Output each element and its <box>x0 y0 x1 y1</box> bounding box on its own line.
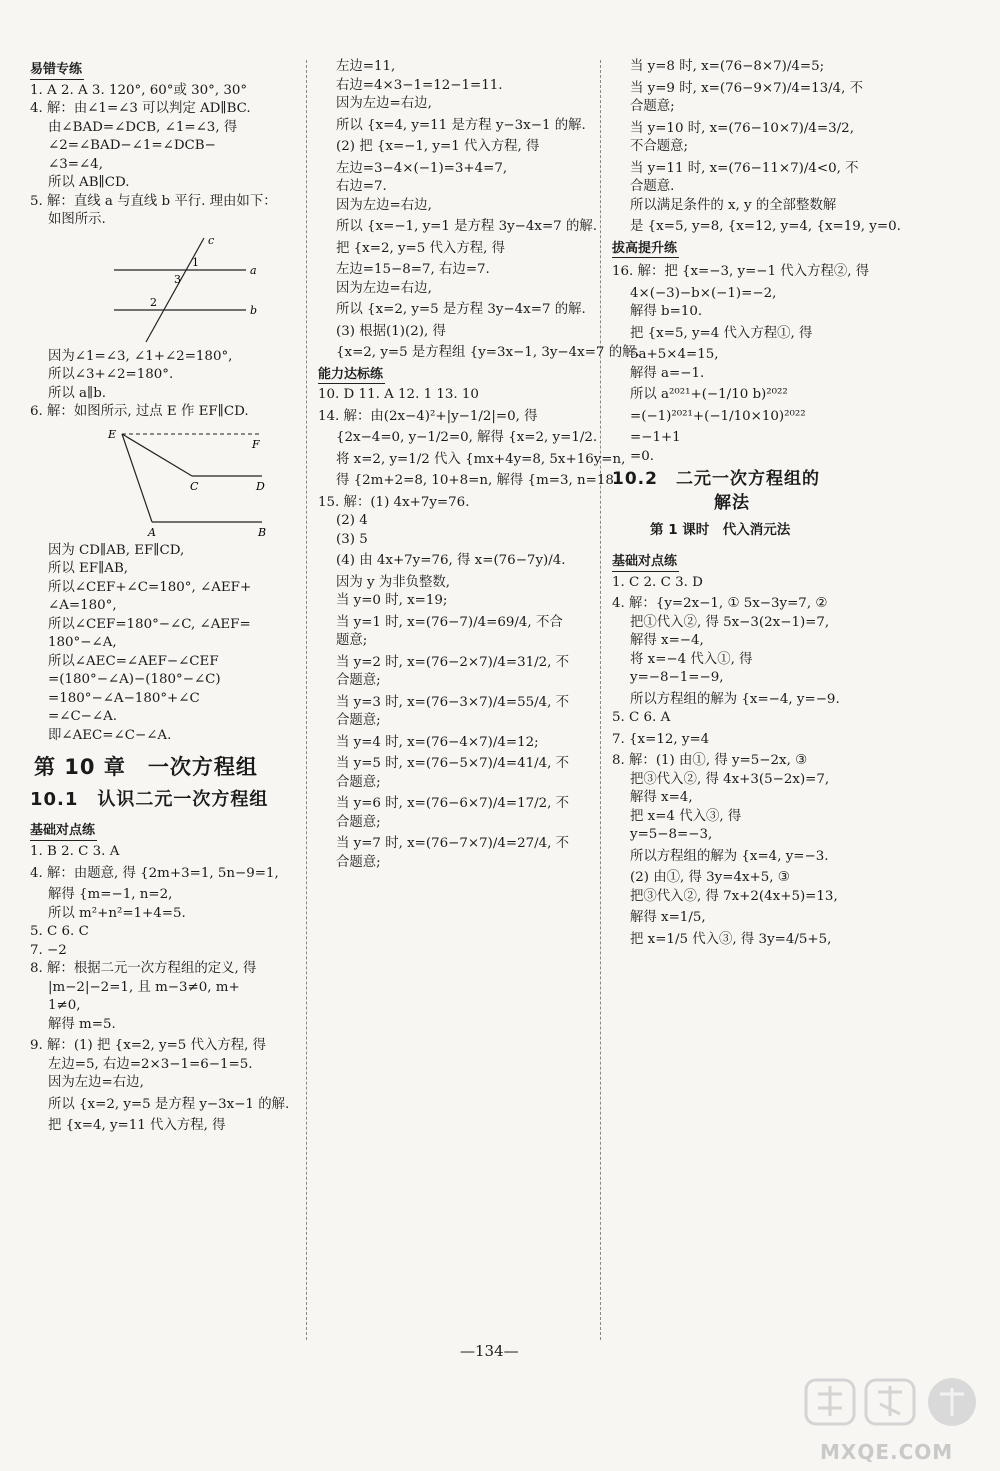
text-line: 把 x=1/5 代入③, 得 3y=4/5+5, <box>630 931 832 947</box>
text-line: 5. 解：直线 a 与直线 b 平行. 理由如下： <box>30 193 277 209</box>
text-line: 把 x=4 代入③, 得 <box>630 808 742 824</box>
text-line: =−1+1 <box>630 430 681 446</box>
text-line: 所以 a²⁰²¹+(−1/10 b)²⁰²² <box>630 387 788 403</box>
text-line: 解得 m=5. <box>48 1016 116 1032</box>
text-line: 15. 解：(1) 4x+7y=76. <box>318 494 470 510</box>
text-line: 解得 a=−1. <box>630 365 705 381</box>
text-line: =0. <box>630 448 654 464</box>
text-line: y=5−8=−3, <box>630 827 713 843</box>
text-line: 所以∠AEC=∠AEF−∠CEF <box>48 653 219 669</box>
text-line: ∠2=∠BAD−∠1=∠DCB− <box>48 138 216 154</box>
text-line: 当 y=0 时, x=19; <box>336 593 448 609</box>
text-line: 解得 x=1/5, <box>630 910 706 926</box>
text-line: 5. C 6. A <box>612 710 671 726</box>
fig1-label: b <box>250 303 258 317</box>
text-line: 当 y=10 时, x=(76−10×7)/4=3/2, <box>630 120 854 136</box>
text-line: 5a+5×4=15, <box>630 347 719 363</box>
text-line: 将 x=−4 代入①, 得 <box>630 651 753 667</box>
angle-figure <box>72 426 272 538</box>
column-left <box>30 58 292 1136</box>
lesson-title: 第 1 课时 代入消元法 <box>650 522 791 539</box>
text-line: 把③代入②, 得 7x+2(4x+5)=13, <box>630 888 838 904</box>
text-line: 合题意; <box>336 854 381 870</box>
text-line: 因为左边=右边, <box>336 197 432 213</box>
fig1-label: 1 <box>192 255 199 269</box>
text-line: 当 y=9 时, x=(76−9×7)/4=13/4, 不 <box>630 80 864 96</box>
text-line: 5. C 6. C <box>30 924 89 940</box>
text-line: 1. B 2. C 3. A <box>30 844 120 860</box>
text-line: 当 y=7 时, x=(76−7×7)/4=27/4, 不 <box>336 836 570 852</box>
text-line: 把 {x=5, y=4 代入方程①, 得 <box>630 325 813 341</box>
fig2-label: D <box>256 479 265 493</box>
text-line: 因为左边=右边, <box>336 96 432 111</box>
text-line: 所以∠CEF+∠C=180°, ∠AEF+ <box>48 579 252 595</box>
text-line: 当 y=1 时, x=(76−7)/4=69/4, 不合 <box>336 614 563 630</box>
text-line: 所以 {x=2, y=5 是方程 3y−4x=7 的解. <box>336 302 586 317</box>
text-line: 所以 EF∥AB, <box>48 561 129 577</box>
text-line: y=−8−1=−9, <box>630 670 724 686</box>
watermark-text: MXQE.COM <box>820 1440 954 1464</box>
text-line: 当 y=5 时, x=(76−5×7)/4=41/4, 不 <box>336 756 570 772</box>
fig1-label: a <box>250 263 257 277</box>
section-heading-basic-2: 基础对点练 <box>612 553 679 572</box>
section-title-2a: 10.2 二元一次方程组的 <box>612 469 820 490</box>
text-line: 把①代入②, 得 5x−3(2x−1)=7, <box>630 614 830 630</box>
text-line: 1. A 2. A 3. 120°, 60°或 30°, 30° <box>30 82 248 98</box>
fig2-label: B <box>258 525 267 539</box>
text-line: =(180°−∠A)−(180°−∠C) <box>48 672 221 688</box>
text-line: 所以 AB∥CD. <box>48 175 130 191</box>
text-line: 合题意; <box>630 99 675 114</box>
text-line: 所以 a∥b. <box>48 385 107 401</box>
text-line: =(−1)²⁰²¹+(−1/10×10)²⁰²² <box>630 408 806 424</box>
text-line: 所以 m²+n²=1+4=5. <box>48 905 186 921</box>
text-line: (2) 由①, 得 3y=4x+5, ③ <box>630 870 790 886</box>
text-line: 解得 {m=−1, n=2, <box>48 887 173 903</box>
fig2-label: C <box>190 479 199 493</box>
text-line: 如图所示. <box>48 212 106 228</box>
section-heading-ability: 能力达标练 <box>318 366 385 385</box>
text-line: 因为 y 为非负整数, <box>336 574 451 590</box>
text-line: 1≠0, <box>48 998 81 1014</box>
text-line: 所以 {x=−1, y=1 是方程 3y−4x=7 的解. <box>336 219 597 234</box>
text-line: 所以 {x=2, y=5 是方程 y−3x−1 的解. <box>48 1096 290 1112</box>
section-title: 10.1 认识二元一次方程组 <box>30 789 269 811</box>
section-heading-error: 易错专练 <box>30 61 84 80</box>
section-title-2b: 解法 <box>714 492 750 513</box>
section-heading-advance: 拔高提升练 <box>612 240 679 259</box>
fig2-label: A <box>148 525 156 539</box>
text-line: (3) 5 <box>336 531 368 547</box>
fig1-label: 2 <box>150 295 157 309</box>
text-line: 左边=3−4×(−1)=3+4=7, <box>336 160 508 176</box>
section-heading-basic: 基础对点练 <box>30 822 97 841</box>
text-line: {2x−4=0, y−1/2=0, 解得 {x=2, y=1/2. <box>336 430 598 446</box>
text-line: =∠C−∠A. <box>48 709 118 725</box>
fig1-label: 3 <box>174 272 181 286</box>
text-line: 所以方程组的解为 {x=−4, y=−9. <box>630 691 840 707</box>
text-line: {x=2, y=5 是方程组 {y=3x−1, 3y−4x=7 的解. <box>336 345 640 360</box>
text-line: 所以方程组的解为 {x=4, y=−3. <box>630 848 829 864</box>
text-line: 由∠BAD=∠DCB, ∠1=∠3, 得 <box>48 119 238 135</box>
text-line: 合题意; <box>336 673 381 689</box>
text-line: 把 {x=4, y=11 代入方程, 得 <box>48 1118 226 1134</box>
column-middle <box>318 58 640 872</box>
text-line: 9. 解：(1) 把 {x=2, y=5 代入方程, 得 <box>30 1038 267 1054</box>
text-line: 因为∠1=∠3, ∠1+∠2=180°, <box>48 348 233 364</box>
text-line: 所以∠CEF=180°−∠C, ∠AEF= <box>48 616 251 632</box>
fig1-label: c <box>208 233 215 247</box>
text-line: 所以∠3+∠2=180°. <box>48 367 174 383</box>
parallel-lines-figure <box>74 233 258 344</box>
text-line: 不合题意; <box>630 139 689 154</box>
text-line: 当 y=3 时, x=(76−3×7)/4=55/4, 不 <box>336 694 570 710</box>
text-line: 当 y=11 时, x=(76−11×7)/4<0, 不 <box>630 160 859 176</box>
text-line: 合题意; <box>336 774 381 790</box>
text-line: 题意; <box>336 633 368 649</box>
text-line: 4. 解：{y=2x−1, ① 5x−3y=7, ② <box>612 596 828 612</box>
text-line: 右边=4×3−1=12−1=11. <box>336 77 503 93</box>
text-line: 左边=15−8=7, 右边=7. <box>336 262 490 277</box>
text-line: 所以满足条件的 x, y 的全部整数解 <box>630 197 837 213</box>
text-line: |m−2|−2=1, 且 m−3≠0, m+ <box>48 979 240 995</box>
text-line: 6. 解：如图所示, 过点 E 作 EF∥CD. <box>30 404 249 420</box>
column-divider-left <box>306 60 307 1340</box>
text-line: 180°−∠A, <box>48 635 117 651</box>
text-line: 合题意; <box>336 713 381 729</box>
text-line: 8. 解：根据二元一次方程组的定义, 得 <box>30 961 257 977</box>
text-line: 4. 解：由∠1=∠3 可以判定 AD∥BC. <box>30 101 251 117</box>
text-line: 7. {x=12, y=4 <box>612 731 710 747</box>
text-line: 因为左边=右边, <box>336 280 432 296</box>
text-line: ∠A=180°, <box>48 598 117 614</box>
text-line: 合题意. <box>630 179 675 194</box>
text-line: 16. 解：把 {x=−3, y=−1 代入方程②, 得 <box>612 264 870 280</box>
text-line: 8. 解：(1) 由①, 得 y=5−2x, ③ <box>612 753 808 769</box>
fig2-label: E <box>108 427 117 441</box>
text-line: 所以 {x=4, y=11 是方程 y−3x−1 的解. <box>336 117 586 133</box>
text-line: (2) 4 <box>336 513 368 529</box>
text-line: 14. 解：由(2x−4)²+|y−1/2|=0, 得 <box>318 408 538 424</box>
text-line: 左边=11, <box>336 59 396 74</box>
text-line: 解得 x=−4, <box>630 633 704 649</box>
text-line: 左边=5, 右边=2×3−1=6−1=5. <box>48 1056 253 1072</box>
text-line: 当 y=8 时, x=(76−8×7)/4=5; <box>630 59 825 74</box>
text-line: 4. 解：由题意, 得 {2m+3=1, 5n−9=1, <box>30 865 279 881</box>
text-line: (4) 由 4x+7y=76, 得 x=(76−7y)/4. <box>336 553 566 569</box>
chapter-title: 第 10 章 一次方程组 <box>34 755 258 780</box>
text-line: ∠3=∠4, <box>48 156 103 172</box>
text-line: =180°−∠A−180°+∠C <box>48 690 200 706</box>
text-line: 把 {x=2, y=5 代入方程, 得 <box>336 240 505 256</box>
page-number: —134— <box>460 1342 519 1360</box>
text-line: 当 y=2 时, x=(76−2×7)/4=31/2, 不 <box>336 654 570 670</box>
fig2-label: F <box>252 437 260 451</box>
text-line: 合题意; <box>336 814 381 830</box>
text-line: 7. −2 <box>30 942 67 958</box>
text-line: (3) 根据(1)(2), 得 <box>336 323 446 339</box>
text-line: 右边=7. <box>336 179 387 194</box>
text-line: 当 y=4 时, x=(76−4×7)/4=12; <box>336 734 539 750</box>
text-line: (2) 把 {x=−1, y=1 代入方程, 得 <box>336 139 540 154</box>
column-right <box>612 58 901 949</box>
text-line: 4×(−3)−b×(−1)=−2, <box>630 285 777 301</box>
text-line: 因为 CD∥AB, EF∥CD, <box>48 542 185 558</box>
text-line: 即∠AEC=∠C−∠A. <box>48 727 172 743</box>
text-line: 当 y=6 时, x=(76−6×7)/4=17/2, 不 <box>336 796 570 812</box>
text-line: 解得 b=10. <box>630 304 703 320</box>
text-line: 得 {2m+2=8, 10+8=n, 解得 {m=3, n=18. <box>336 473 619 489</box>
text-line: 因为左边=右边, <box>48 1075 144 1091</box>
text-line: 10. D 11. A 12. 1 13. 10 <box>318 387 479 403</box>
text-line: 把③代入②, 得 4x+3(5−2x)=7, <box>630 771 830 787</box>
text-line: 1. C 2. C 3. D <box>612 574 703 590</box>
text-line: 解得 x=4, <box>630 790 693 806</box>
text-line: 是 {x=5, y=8, {x=12, y=4, {x=19, y=0. <box>630 219 901 234</box>
text-line: 将 x=2, y=1/2 代入 {mx+4y=8, 5x+16y=n, <box>336 451 626 467</box>
column-divider-right <box>600 60 601 1340</box>
